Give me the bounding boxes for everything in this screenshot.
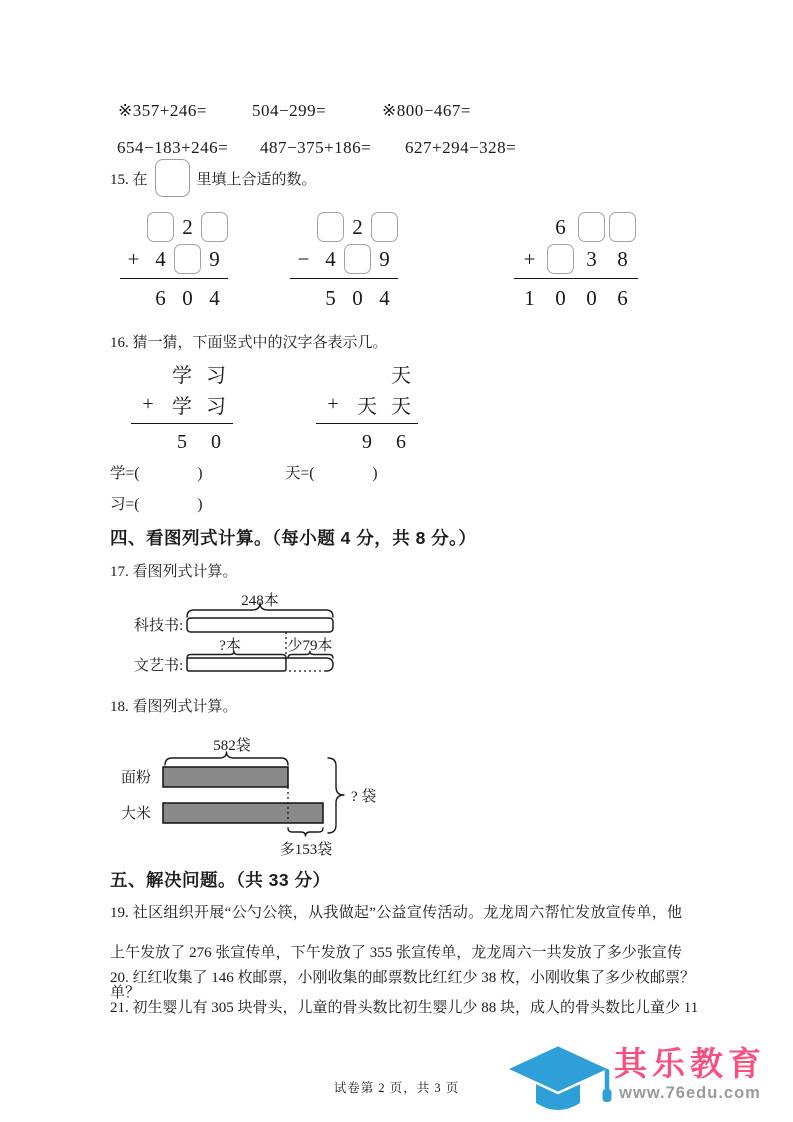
digit: 4 — [209, 285, 220, 310]
digit: 2 — [182, 214, 193, 239]
digit: 6 — [396, 431, 406, 453]
row2-label: 大米 — [121, 806, 152, 822]
fill-in-box — [155, 159, 190, 197]
art-books-bar — [187, 658, 286, 671]
operator: + — [127, 246, 140, 271]
blank-box — [174, 244, 201, 274]
addend-row — [514, 243, 638, 275]
char: 天 — [391, 365, 411, 387]
operator: − — [297, 246, 310, 271]
result-row — [120, 278, 228, 314]
problem-21: 21. 初生婴儿有 305 块骨头，儿童的骨头数比初生婴儿少 88 块，成人的骨头数比儿童少 11 — [110, 1000, 699, 1016]
addend-row — [120, 243, 228, 275]
result-row — [514, 278, 638, 314]
blank-box — [147, 212, 174, 242]
blank-box — [344, 244, 371, 274]
graduation-cap-icon — [503, 1042, 613, 1120]
blank-box — [201, 212, 228, 242]
oral-calc-item: 504−299= — [252, 101, 327, 120]
digit: 0 — [555, 285, 566, 310]
row1-label: 面粉 — [121, 770, 152, 786]
digit: 9 — [379, 246, 390, 271]
digit: 0 — [586, 285, 597, 310]
cap-board — [506, 1045, 610, 1093]
blank-box — [547, 244, 574, 274]
digit: 0 — [182, 285, 193, 310]
difference-label: 少79本 — [287, 638, 333, 654]
q16-vertical-right — [316, 358, 418, 458]
bottom-brace — [288, 828, 323, 836]
addend-row — [120, 211, 228, 243]
vertical-problem-2 — [290, 211, 398, 314]
oral-calc-item: 627+294−328= — [405, 138, 517, 157]
digit: 9 — [209, 246, 220, 271]
question-label: ?本 — [219, 638, 241, 654]
q17-title: 17. 看图列式计算。 — [110, 564, 238, 580]
q15-prompt-pre: 15. 在 — [110, 171, 148, 188]
total-label: 248本 — [241, 593, 279, 609]
q15-prompt-post: 里填上合适的数。 — [196, 171, 317, 188]
digit: 4 — [379, 285, 390, 310]
question-label: ? 袋 — [351, 789, 377, 805]
q16-answer-xue: 学=( ) — [110, 465, 203, 482]
digit: 5 — [325, 285, 336, 310]
tech-books-bar — [187, 618, 333, 632]
char: 习 — [206, 396, 226, 418]
blank-box — [371, 212, 398, 242]
q17-bar-diagram — [130, 592, 370, 680]
digit: 6 — [617, 285, 628, 310]
problem-19: 19. 社区组织开展“公勺公筷，从我做起”公益宣传活动。龙龙周六帮忙发放宣传单，他上午发放了 276 张宣传单，下午发放了 355 张宣传单，龙龙周六一共发放了多少张宣传单？ — [110, 905, 682, 1001]
blank-box — [609, 212, 636, 242]
section5-heading: 五、解决问题。（共 33 分） — [110, 870, 331, 890]
result-row — [290, 278, 398, 314]
digit: 9 — [362, 431, 372, 453]
subtrahend-row — [290, 243, 398, 275]
rice-bar — [163, 803, 323, 823]
char: 学 — [172, 396, 192, 418]
operator: + — [142, 393, 154, 415]
cap-tassel-knob — [603, 1089, 612, 1102]
brand-block — [614, 1046, 766, 1103]
digit: 6 — [555, 214, 566, 239]
vertical-problem-3 — [514, 211, 638, 314]
row2-label: 文艺书: — [134, 658, 184, 674]
digit: 2 — [352, 214, 363, 239]
brand-url: www.76edu.com — [619, 1084, 761, 1103]
top-brace — [187, 603, 333, 617]
q18-title: 18. 看图列式计算。 — [110, 699, 238, 715]
digit: 0 — [352, 285, 363, 310]
flour-bar — [163, 767, 288, 787]
char: 天 — [357, 396, 377, 418]
minuend-row — [290, 211, 398, 243]
brand-name: 其乐教育 — [614, 1045, 766, 1082]
digit: 1 — [524, 285, 535, 310]
digit: 4 — [155, 246, 166, 271]
q18-bar-diagram — [115, 726, 415, 858]
digit: 6 — [155, 285, 166, 310]
q16-title: 16. 猜一猜，下面竖式中的汉字各表示几。 — [110, 335, 388, 351]
problem-20: 20. 红红收集了 146 枚邮票，小刚收集的邮票数比红红少 38 枚，小刚收集了多少枚邮票？ — [110, 970, 696, 986]
oral-calc-item: 654−183+246= — [117, 138, 229, 157]
digit: 5 — [177, 431, 187, 453]
digit: 0 — [211, 431, 221, 453]
q15-prompt — [110, 159, 317, 197]
section4-heading: 四、看图列式计算。（每小题 4 分，共 8 分。） — [110, 528, 477, 548]
blank-box — [317, 212, 344, 242]
oral-calc-item: ※357+246= — [118, 101, 207, 120]
q16-answer-tian: 天=( ) — [285, 465, 378, 482]
bar-extension-outline — [286, 658, 333, 671]
blank-box — [578, 212, 605, 242]
char: 学 — [172, 365, 192, 387]
more-label: 多153袋 — [279, 842, 333, 858]
oral-calc-item: 487−375+186= — [260, 138, 372, 157]
digit: 3 — [586, 246, 597, 271]
page-number: 试卷第 2 页，共 3 页 — [333, 1081, 460, 1095]
operator: + — [523, 246, 536, 271]
char: 天 — [391, 396, 411, 418]
q16-vertical-left — [131, 358, 233, 458]
row1-label: 科技书: — [134, 618, 184, 634]
operator: + — [327, 393, 339, 415]
result-row — [131, 423, 233, 458]
digit: 4 — [325, 246, 336, 271]
top-brace — [165, 752, 288, 765]
digit: 8 — [617, 246, 628, 271]
char: 习 — [206, 365, 226, 387]
total-label: 582袋 — [213, 738, 251, 754]
q16-answer-xi: 习=( ) — [110, 496, 203, 513]
addend-row — [514, 211, 638, 243]
right-brace — [328, 758, 344, 833]
vertical-problem-1 — [120, 211, 228, 314]
result-row — [316, 423, 418, 458]
oral-calc-item: ※800−467= — [382, 101, 471, 120]
